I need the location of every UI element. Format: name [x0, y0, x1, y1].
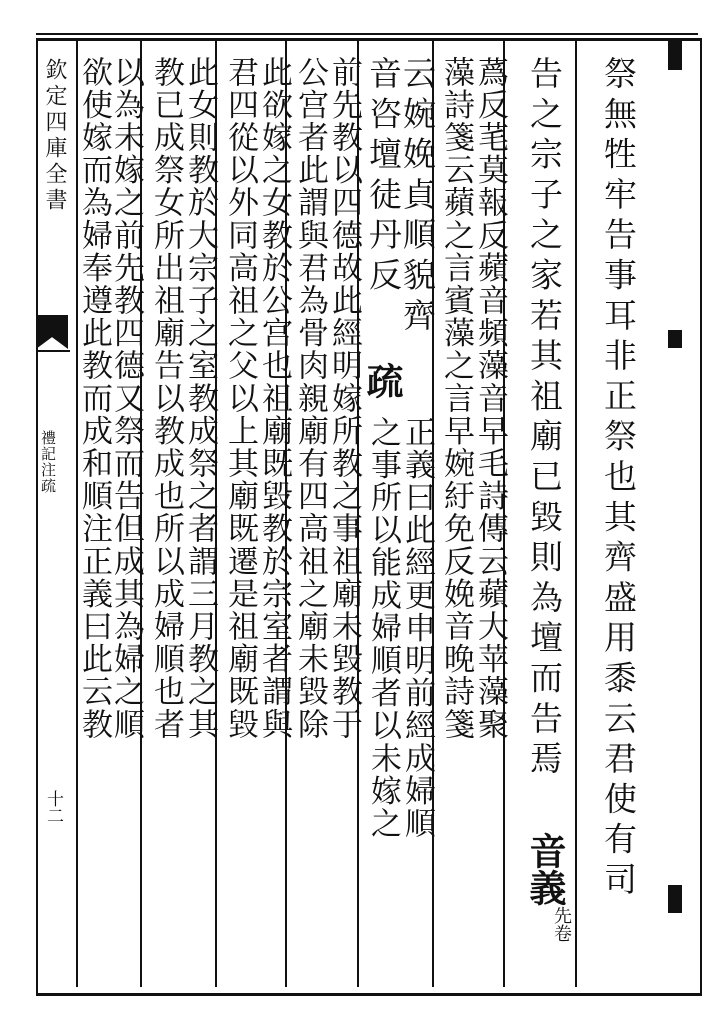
text-column: 君四從以外同高祖之父以上其廟既遷是祖廟既毀 [222, 56, 258, 741]
text-column: 蔿反芼莫報反蘋音頻藻音早毛詩傳云蘋大苹藻聚 [472, 56, 508, 741]
text-column: 前先教以四德故此經明嫁所教之事祖廟未毀教于 [326, 56, 362, 741]
text-column: 音咨壇徒丹反 [364, 56, 403, 298]
edge-mark [668, 40, 682, 70]
text-column: 教已成祭女所出祖廟告以教成也所以成婦順也者 [148, 56, 184, 741]
yinyi-marker: 音義 [523, 832, 567, 906]
text-column: 藻詩箋云蘋之言賓藻之言早婉紆免反娩音晚詩箋 [438, 56, 474, 741]
text-column: 以為未嫁之前先教四德又祭而告但成其為婦之順 [108, 56, 144, 741]
top-border [36, 33, 698, 35]
text-column: 正義曰此經更申明前經成婦順 [399, 416, 435, 840]
text-column: 此女則教於大宗子之室教成祭之者謂三月教之其 [182, 56, 218, 741]
text-column: 欲使嫁而為婦奉遵此教而成和順注正義曰此云教 [76, 56, 112, 741]
text-column: 告之宗子之家若其祖廟已毀則為壇而告焉 [525, 56, 564, 782]
edge-mark [668, 885, 682, 913]
edge-mark [668, 330, 682, 348]
fish-tail-rule [36, 350, 70, 352]
text-column: 祭無牲牢告事耳非正祭也其齊盛用黍云君使有司 [599, 56, 638, 903]
margin-page-number: 十二 [43, 790, 63, 824]
margin-volume-name: 禮記注疏 [39, 430, 57, 494]
text-column: 云婉娩貞順貌齊 [398, 56, 437, 339]
text-column: 之事所以能成婦順者以未嫁之 [365, 416, 401, 840]
column-rule [575, 41, 577, 987]
margin-book-title: 欽定四庫全書 [42, 58, 67, 214]
xianjuan-note: 先卷 [551, 906, 572, 942]
text-column: 公宫者此謂與君為骨肉親廟有四高祖之廟未毀除 [292, 56, 328, 741]
text-column: 此欲嫁之女教於公宫也祖廟既毀教於宗室者謂與 [256, 56, 292, 741]
shu-marker: 疏 [360, 362, 404, 399]
